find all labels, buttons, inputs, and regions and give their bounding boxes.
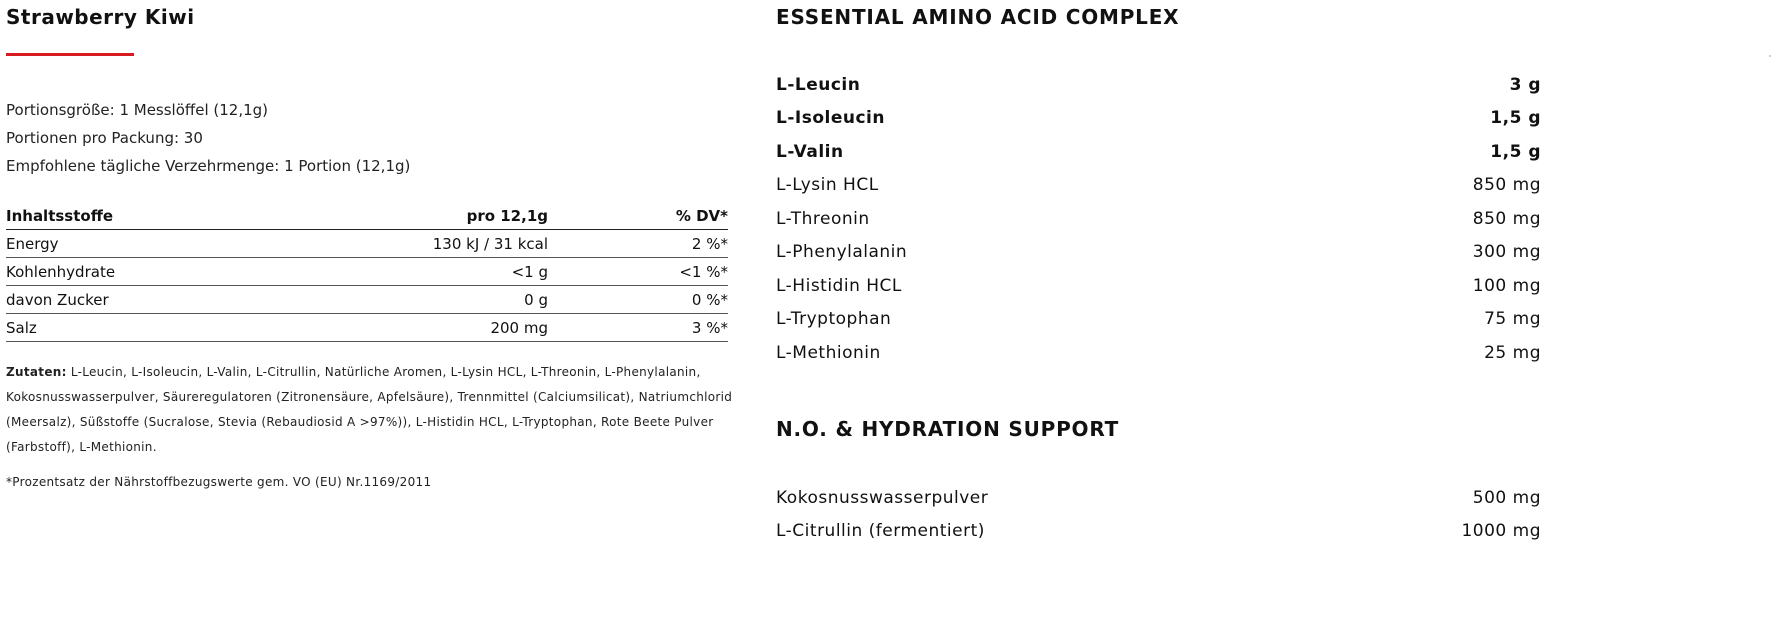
list-item [776,482,1541,515]
item-name: L-Histidin HCL [776,275,902,296]
table-header-row [6,202,728,230]
table-row [6,314,728,342]
hydration-list [776,482,1541,548]
section-title-amino: ESSENTIAL AMINO ACID COMPLEX [776,5,1180,29]
item-amount: 850 mg [1472,175,1541,196]
item-amount: 25 mg [1484,342,1541,363]
cell-amount: <1 g [388,258,548,286]
list-item [776,303,1541,337]
ingredients-text [6,360,734,460]
item-name: L-Tryptophan [776,309,892,330]
list-item [776,169,1541,203]
item-name: L-Isoleucin [776,108,885,129]
list-item [776,135,1541,169]
list-item [776,515,1541,548]
cell-dv: 0 %* [548,286,728,314]
cell-name: Energy [6,230,388,258]
item-name: L-Valin [776,141,844,162]
ingredients-list: L-Leucin, L-Isoleucin, L-Valin, L-Citrullin, Natürliche Aromen, L-Lysin HCL, L-Threonin, L-Phenylalanin, Kokosnusswasserpulver, Säureregulatoren (Zitronensäure, Apfelsäure), Trennmittel (Calciumsilicat), Natriumchlorid (Meersalz), Süßstoffe (Sucralose, Stevia (Rebaudiosid A >97%)), L-Histidin HCL, L-Tryptophan, Rote Beete Pulver (Farbstoff), L-Methionin. [6,365,733,454]
column-header-ingredient: Inhaltsstoffe [6,202,388,230]
item-name: L-Lysin HCL [776,175,879,196]
list-item [776,336,1541,370]
item-name: Kokosnusswasserpulver [776,488,989,508]
cell-name: Salz [6,314,388,342]
list-item [776,68,1541,102]
amino-panel [776,0,1541,548]
list-item [776,202,1541,236]
column-header-dv: % DV* [548,202,728,230]
item-amount: 1,5 g [1490,141,1541,162]
amino-list [776,68,1541,370]
decorative-dot [1769,55,1771,57]
item-amount: 75 mg [1484,309,1541,330]
servings-per-pack: Portionen pro Packung: 30 [6,129,203,147]
item-name: L-Threonin [776,208,870,229]
cell-dv: <1 %* [548,258,728,286]
item-amount: 100 mg [1472,275,1541,296]
item-amount: 300 mg [1472,242,1541,263]
column-header-per-serving: pro 12,1g [388,202,548,230]
cell-name: davon Zucker [6,286,388,314]
item-amount: 1000 mg [1461,521,1541,541]
item-name: L-Citrullin (fermentiert) [776,521,985,541]
cell-dv: 3 %* [548,314,728,342]
item-amount: 3 g [1509,74,1541,95]
list-item [776,269,1541,303]
item-name: L-Phenylalanin [776,242,908,263]
cell-dv: 2 %* [548,230,728,258]
cell-amount: 0 g [388,286,548,314]
accent-underline [6,53,134,56]
item-amount: 500 mg [1472,488,1541,508]
serving-size: Portionsgröße: 1 Messlöffel (12,1g) [6,101,269,119]
item-name: L-Methionin [776,342,881,363]
serving-info [6,96,734,180]
list-item [776,102,1541,136]
table-row [6,230,728,258]
item-name: L-Leucin [776,74,861,95]
recommended-intake: Empfohlene tägliche Verzehrmenge: 1 Portion (12,1g) [6,157,411,175]
table-row [6,286,728,314]
item-amount: 1,5 g [1490,108,1541,129]
nutrition-panel [6,0,734,490]
product-title: Strawberry Kiwi [6,5,195,29]
section-title-hydration: N.O. & HYDRATION SUPPORT [776,416,1120,441]
item-amount: 850 mg [1472,208,1541,229]
table-row [6,258,728,286]
footnote: *Prozentsatz der Nährstoffbezugswerte gem. VO (EU) Nr.1169/2011 [6,475,432,489]
list-item [776,236,1541,270]
ingredients-label: Zutaten: [6,365,67,379]
nutrition-table [6,202,728,342]
cell-name: Kohlenhydrate [6,258,388,286]
cell-amount: 200 mg [388,314,548,342]
cell-amount: 130 kJ / 31 kcal [388,230,548,258]
